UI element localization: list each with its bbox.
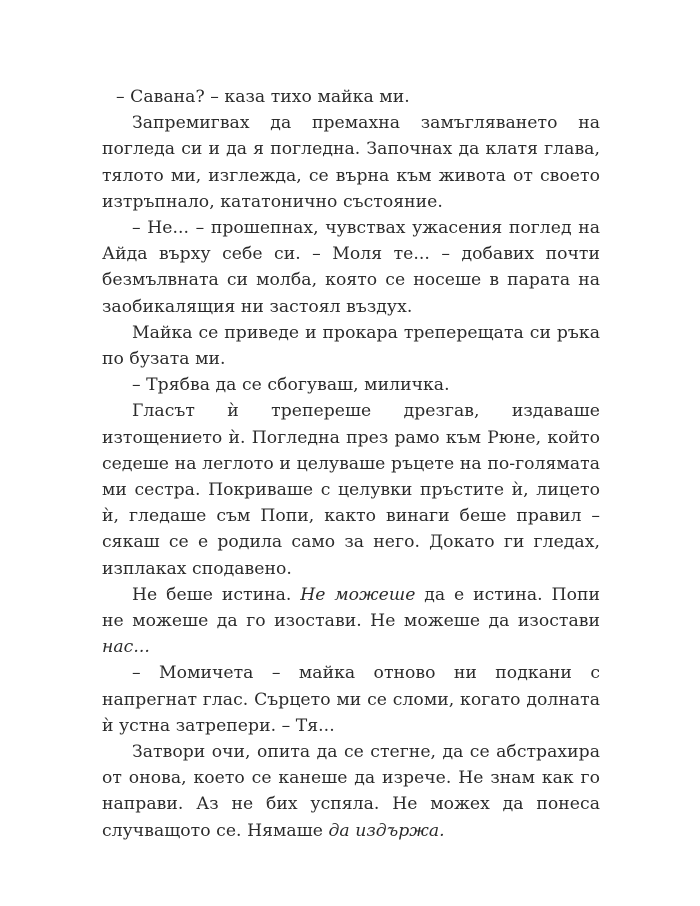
paragraph <box>102 739 600 844</box>
italic-emphasis: да издържа. <box>328 820 445 841</box>
italic-emphasis: нас... <box>102 637 150 658</box>
paragraph <box>102 660 600 739</box>
paragraph <box>102 372 600 398</box>
text-run: Гласът ѝ трепереше дрезгав, издаваше изтощението ѝ. Погледна през рамо към Рюне, който седеше на леглото и целуваше ръцете на по-голямата ми сестра. Покриваше с целувки пръстите ѝ, лицето ѝ, гледаше съм Попи, както винаги беше правил – сякаш се е родила само за него. Докато ги гледах, изплаках сподавено. <box>102 401 600 579</box>
text-run: – Трябва да се сбогуваш, миличка. <box>132 375 450 396</box>
text-run: – Савана? – каза тихо майка ми. <box>116 87 410 107</box>
page-text-body <box>102 84 600 844</box>
text-run: – Момичета – майка отново ни подкани с напрегнат глас. Сърцето ми се сломи, когато долната ѝ устна затрепери. – Тя... <box>102 663 600 736</box>
italic-emphasis: Не можеше <box>300 584 416 605</box>
paragraph <box>102 84 600 110</box>
text-run: – Не... – прошепнах, чувствах ужасения поглед на Айда върху себе си. – Моля те... – добавих почти безмълвната си молба, която се носеше в парата на заобикалящия ни застоял въздух. <box>102 218 600 317</box>
paragraph <box>102 320 600 372</box>
text-run: да е истина. Попи не можеше да го изостави. Не можеше да изостави <box>102 584 600 632</box>
text-run: Запремигвах да премахна замъгляването на погледа си и да я погледна. Започнах да клатя глава, тялото ми, изглежда, се върна към живота от своето изтръпнало, кататонично състояние. <box>102 113 600 212</box>
text-run: Майка се приведе и прокара треперещата си ръка по бузата ми. <box>102 322 600 370</box>
paragraph <box>102 582 600 661</box>
paragraph <box>102 215 600 320</box>
text-run: Не беше истина. <box>132 584 301 605</box>
paragraph <box>102 398 600 581</box>
paragraph <box>102 110 600 215</box>
text-run: Затвори очи, опита да се стегне, да се абстрахира от онова, което се канеше да изрече. Не знам как го направи. Аз не бих успяла. Не можех да понеса случващото се. Нямаше <box>102 742 600 841</box>
